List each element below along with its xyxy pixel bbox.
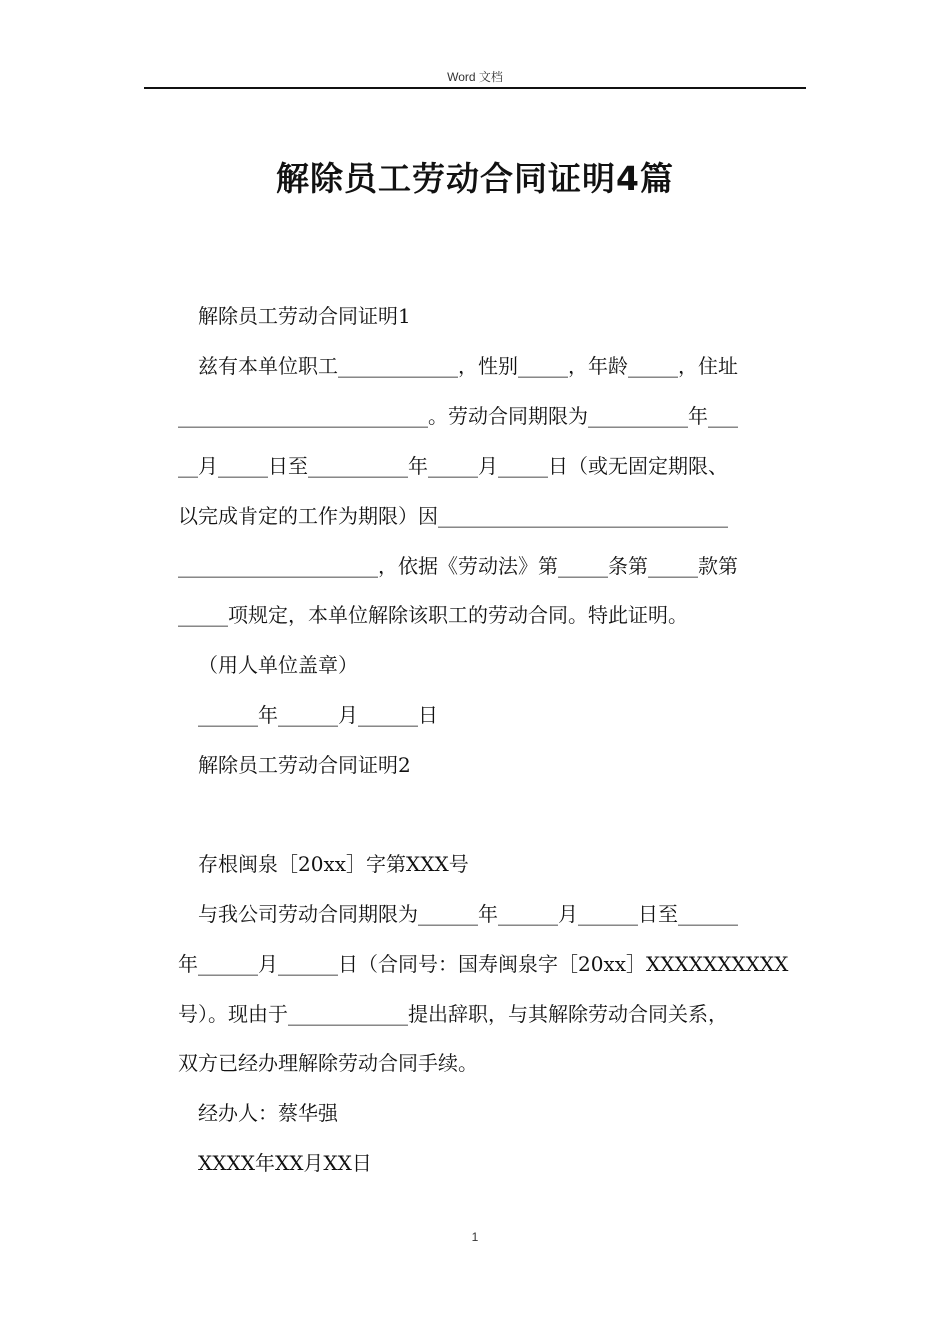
paragraph-line: 年______月______日（合同号：国寿闽泉字［20xx］XXXXXXXXXX [178,952,789,976]
date-line: ______年______月______日 [198,703,438,727]
document-title: 解除员工劳动合同证明4篇 [276,159,674,198]
page-number: 1 [471,1230,479,1244]
section-heading-2: 解除员工劳动合同证明2 [198,753,411,777]
paragraph-line: _________________________。劳动合同期限为__________年___ [178,404,738,428]
paragraph-line: __月_____日至__________年_____月_____日（或无固定期限、 [178,454,728,478]
section-heading-1: 解除员工劳动合同证明1 [198,304,411,328]
paragraph-line: 号）。现由于____________提出辞职，与其解除劳动合同关系， [178,1002,728,1026]
paragraph-line: _____项规定，本单位解除该职工的劳动合同。特此证明。 [178,603,688,627]
paragraph-line: 兹有本单位职工____________，性别_____，年龄_____，住址 [198,354,738,378]
paragraph-line: ____________________，依据《劳动法》第_____条第_____款第 [178,554,738,578]
paragraph-line: 以完成肯定的工作为期限）因_____________________________ [178,504,728,528]
seal-line: （用人单位盖章） [198,653,358,677]
header-divider [144,87,806,89]
date-line: XXXX年XX月XX日 [198,1151,372,1175]
handler-line: 经办人：蔡华强 [198,1101,338,1125]
paragraph-line: 与我公司劳动合同期限为______年______月______日至______ [198,902,738,926]
stub-number-line: 存根闽泉［20xx］字第XXX号 [198,852,469,876]
paragraph-line: 双方已经办理解除劳动合同手续。 [178,1051,478,1075]
page-header-label: Word 文档 [447,70,503,84]
